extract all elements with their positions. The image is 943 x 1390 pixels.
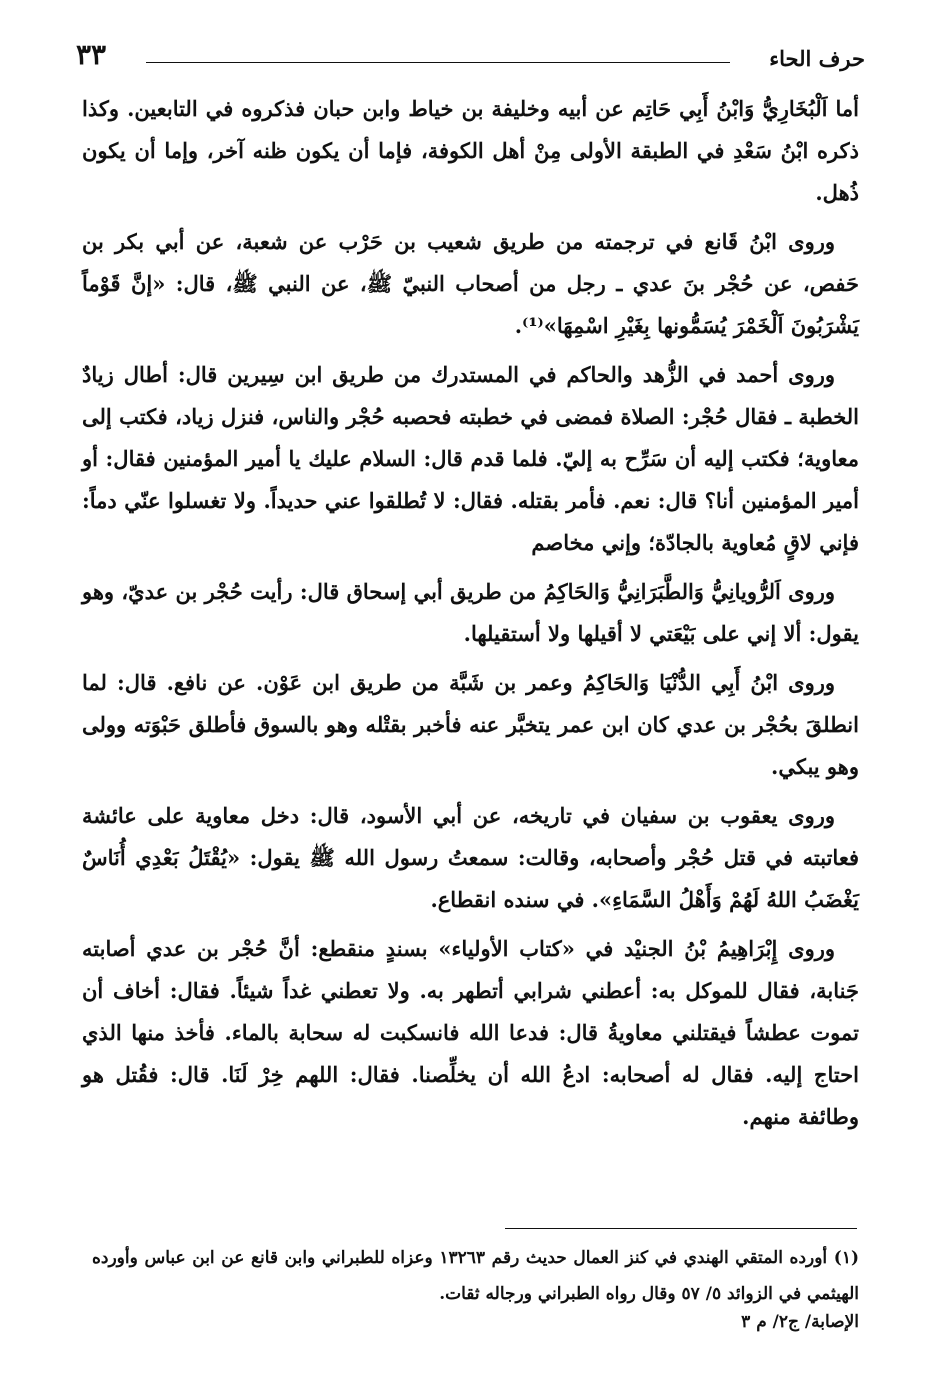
footnote-divider	[505, 1228, 857, 1229]
paragraph: وروى ابْنُ قَانع في ترجمته من طريق شعيب بن حَرْب عن شعبة، عن أبي بكر بن حَفص، عن حُجْر بنَ عدي ـ رجل من أصحاب النبيّ ﷺ، عن النبي ﷺ، قال: «إنَّ قَوْماً يَشْرَبُونَ اَلْخَمْرَ يُسَمُّونها بِغَيْرِ اسْمِهَا»⁽¹⁾.	[82, 229, 859, 338]
paragraph: وروى اَلرُّويانِيُّ وَالطَّبَرَانِيُّ وَالحَاكِمُ من طريق أبي إسحاق قال: رأيت حُجْر بن عديّ، وهو يقول: ألا إني على بَيْعَتي لا أقيلها ولا أستقيلها.	[82, 579, 859, 646]
main-text	[82, 88, 859, 1145]
footnote	[92, 1240, 859, 1312]
page-header	[76, 34, 865, 74]
paragraph: وروى أحمد في الزُّهد والحاكم في المستدرك من طريق ابن سِيرين قال: أطال زيادٌ الخطبة ـ فقال حُجْر: الصلاة فمضى في خطبته فحصبه حُجْر والناس، فنزل زياد، فكتب إلى معاوية؛ فكتب إليه أن سَرِّح به إليّ. فلما قدم قال: السلام عليك يا أمير المؤمنين فقال: أو أمير المؤمنين أنا؟ قال: نعم. فأمر بقتله. فقال: لا تُطلقوا عني حديداً. ولا تغسلوا عنّي دماً: فإني لاقٍ مُعاوية بالجادّة؛ وإني مخاصم	[82, 362, 859, 555]
header-divider	[146, 62, 730, 63]
paragraph: وروى إِبْرَاهِيمُ بْنُ الجنيْد في «كتاب الأولياء» بسندٍ منقطع: أنَّ حُجْر بن عدي أصابته جَنابة، فقال للموكل به: أعطني شرابي أتطهر به. ولا تعطني غداً شيئاً. فقال: أخاف أن تموت عطشاً فيقتلني معاويةُ قال: فدعا الله فانسكبت له سحابة بالماء. فأخذ منها الذي احتاج إليه. فقال له أصحابه: ادعُ الله أن يخلِّصنا. فقال: اللهم خِرْ لَنَا. قال: فقُتل هو وطائفة منهم.	[82, 936, 859, 1129]
footnote-text: (١) أورده المتقي الهندي في كنز العمال حديث رقم ١٣٢٦٣ وعزاه للطبراني وابن قانع عن ابن عباس وأورده الهيثمي في الزوائد ٥/ ٥٧ وقال رواه الطبراني ورجاله ثقات.	[92, 1248, 859, 1304]
signature-mark: الإصابة/ ج٢/ م ٣	[741, 1312, 859, 1332]
section-title: حرف الحاء	[769, 46, 865, 71]
page-number: ٣٣	[76, 38, 107, 71]
paragraph: أما اَلْبُخَارِيُّ وَابْنُ أَبِي حَاتِم عن أبيه وخليفة بن خياط وابن حبان فذكروه في التابعين. وكذا ذكره ابْنُ سَعْدِ في الطبقة الأولى مِنْ أهل الكوفة، فإما أن يكون ظنه آخر، وإما أن يكون ذُهل.	[82, 96, 859, 205]
paragraph: وروى يعقوب بن سفيان في تاريخه، عن أبي الأسود، قال: دخل معاوية على عائشة فعاتبته في قتل حُجْر وأصحابه، وقالت: سمعتُ رسول الله ﷺ يقول: «يُقْتَلُ بَعْدِي أُنَاسٌ يَغْضَبُ اللهُ لَهُمْ وَأَهْلُ السَّمَاءِ». في سنده انقطاع.	[82, 803, 859, 912]
paragraph: وروى ابْنُ أَبِي الدُّنْيَا وَالحَاكِمُ وعمر بن شَبَّة من طريق ابن عَوْن. عن نافع. قال: لما انطلقَ بحُجْر بن عدي كان ابن عمر يتخبَّر عنه فأخبر بقتْله وهو بالسوق فأطلق حَبْوَته وولى وهو يبكي.	[82, 670, 859, 779]
